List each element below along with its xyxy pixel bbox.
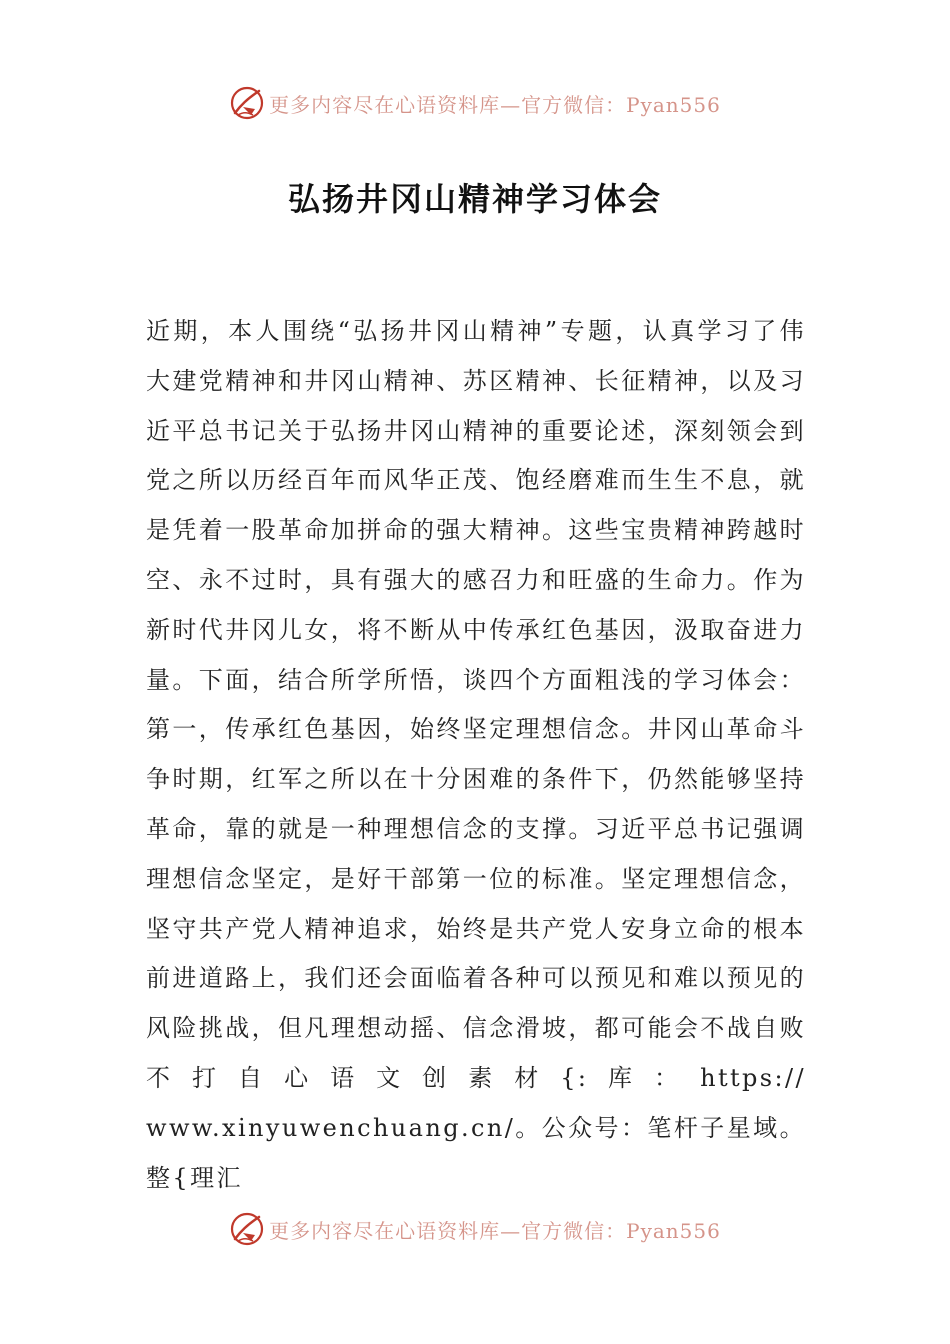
document-body bbox=[146, 307, 806, 1203]
document-title: 弘扬井冈山精神学习体会 bbox=[287, 180, 662, 218]
paragraph-intro: 近期，本人围绕“弘扬井冈山精神”专题，认真学习了伟大建党精神和井冈山精神、苏区精神、长征精神，以及习近平总书记关于弘扬井冈山精神的重要论述，深刻领会到党之所以历经百年而风华正茂、饱经磨难而生生不息，就是凭着一股革命加拼命的强大精神。这些宝贵精神跨越时空、永不过时，具有强大的感召力和旺盛的生命力。作为新时代井冈儿女，将不断从中传承红色基因，汲取奋进力量。下面，结合所学所悟，谈四个方面粗浅的学习体会： bbox=[146, 317, 806, 694]
footer-banner-text: 更多内容尽在心语资料库—官方微信：Pyan556 bbox=[269, 1218, 721, 1243]
header-banner bbox=[0, 83, 950, 123]
source-line-2 bbox=[146, 1104, 806, 1204]
pen-logo-icon bbox=[229, 1211, 265, 1247]
paragraph-first-point: 第一，传承红色基因，始终坚定理想信念。井冈山革命斗争时期，红军之所以在十分困难的条件下，仍然能够坚持革命，靠的就是一种理想信念的支撑。习近平总书记强调理想信念坚定，是好干部第一位的标准。坚定理想信念，坚守共产党人精神追求，始终是共产党人安身立命的根本前进道路上，我们还会面临着各种可以预见和难以预见的风险挑战，但凡理想动摇、信念滑坡，都可能会不战自败 bbox=[146, 715, 806, 1043]
pen-logo-icon bbox=[229, 85, 265, 121]
header-banner-text: 更多内容尽在心语资料库—官方微信：Pyan556 bbox=[269, 92, 721, 117]
source-line-1: 不打自心语文创素材{:库：https:// bbox=[146, 1063, 806, 1092]
source-url-text: www.xinyuwenchuang.cn/。公众号：笔杆子星域。整{理汇 bbox=[146, 1113, 806, 1192]
footer-banner bbox=[0, 1209, 950, 1249]
